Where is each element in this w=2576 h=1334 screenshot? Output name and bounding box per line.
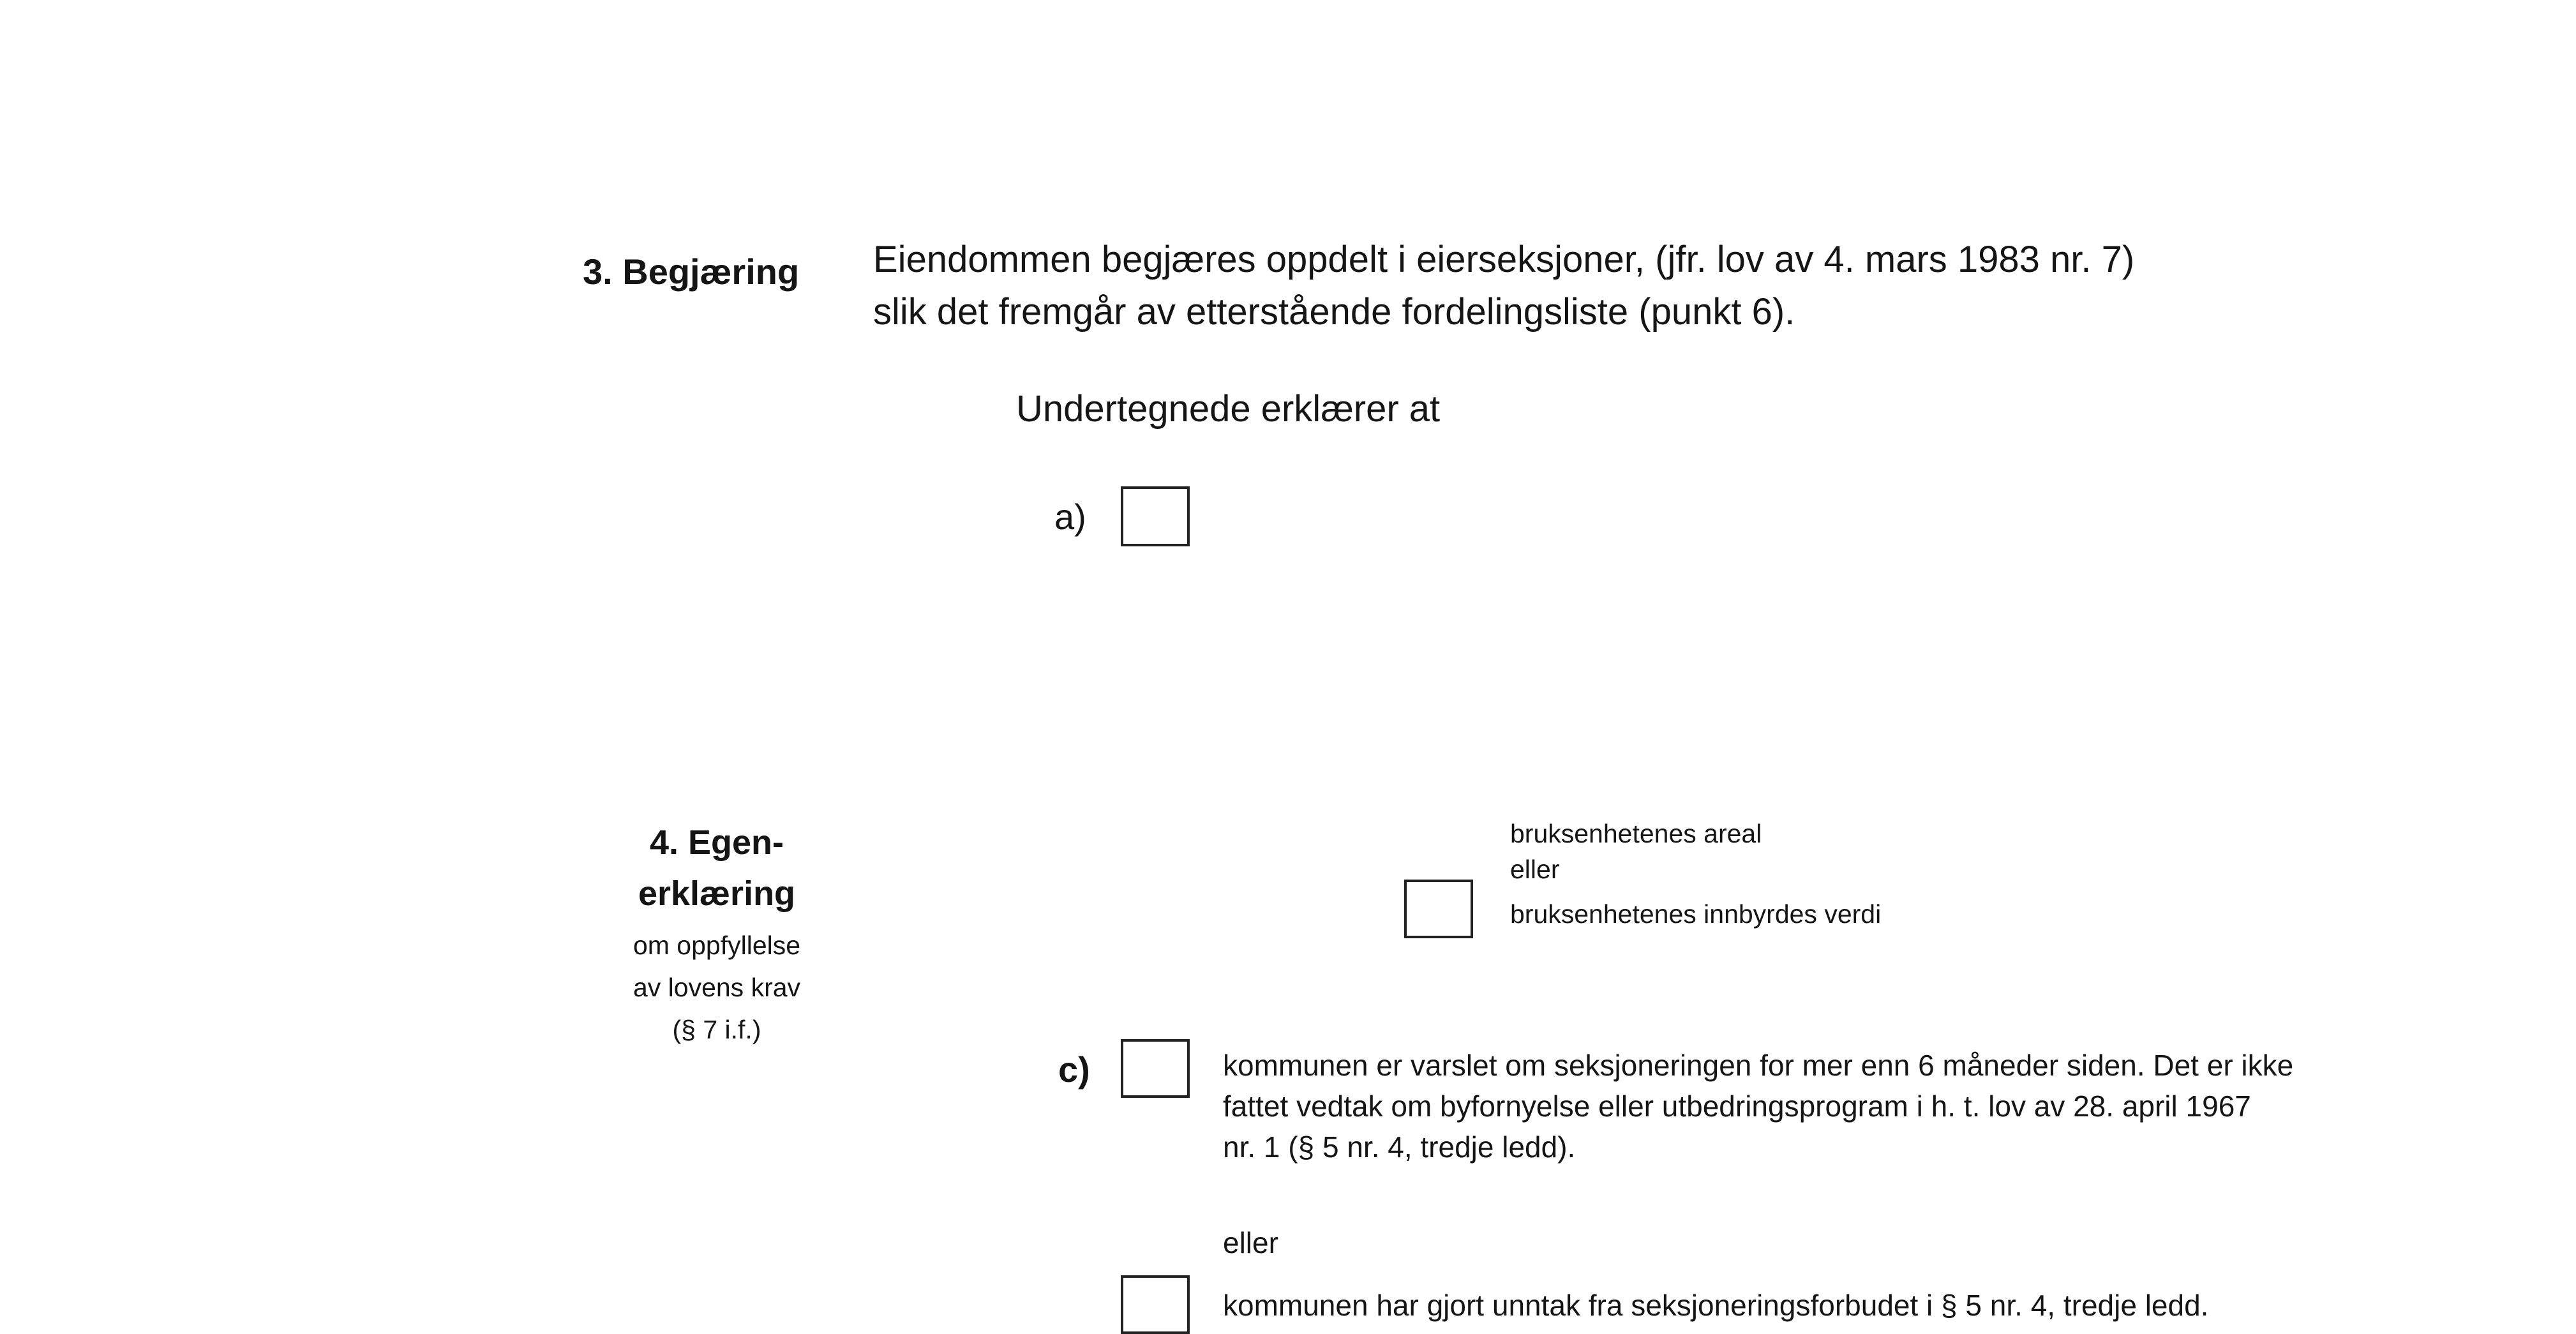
section-3-title: 3. Begjæring: [583, 251, 800, 292]
section-4-subtitle-line-2: av lovens krav: [633, 973, 801, 1002]
option-b-line-1: bruksenhetenes areal: [1510, 819, 1762, 848]
section-3-line-1: Eiendommen begjæres oppdelt i eierseksjoner, (jfr. lov av 4. mars 1983 nr. 7): [873, 239, 2135, 280]
option-a-marker: a): [1054, 497, 1086, 537]
option-c-line-3: nr. 1 (§ 5 nr. 4, tredje ledd).: [1223, 1130, 1576, 1164]
section-4-subtitle-line-1: om oppfyllelse: [633, 931, 801, 960]
option-c-marker: c): [1058, 1049, 1090, 1090]
option-b-line-2: eller: [1510, 855, 1560, 884]
option-b-line-3: bruksenhetenes innbyrdes verdi: [1510, 899, 1882, 929]
declaration-intro: Undertegnede erklærer at: [1016, 388, 1441, 430]
option-b-checkbox[interactable]: [1404, 880, 1473, 938]
option-c-checkbox[interactable]: [1121, 1039, 1190, 1098]
option-c-or: eller: [1223, 1226, 1278, 1259]
option-c-alt-checkbox[interactable]: [1121, 1275, 1190, 1334]
option-c-alt-text: kommunen har gjort unntak fra seksjoneringsforbudet i § 5 nr. 4, tredje ledd.: [1223, 1289, 2209, 1322]
option-c-line-2: fattet vedtak om byfornyelse eller utbedringsprogram i h. t. lov av 28. april 1967: [1223, 1090, 2251, 1123]
option-c-line-1: kommunen er varslet om seksjoneringen for mer enn 6 måneder siden. Det er ikke: [1223, 1049, 2294, 1082]
section-4-title-line-2: erklæring: [638, 874, 796, 913]
section-3-line-2: slik det fremgår av etterstående fordelingsliste (punkt 6).: [873, 291, 1795, 333]
section-4-subtitle-line-3: (§ 7 i.f.): [672, 1015, 761, 1044]
section-4-heading: [583, 812, 851, 1051]
section-4-title-line-1: 4. Egen-: [649, 823, 784, 862]
option-a-checkbox[interactable]: [1121, 486, 1190, 546]
